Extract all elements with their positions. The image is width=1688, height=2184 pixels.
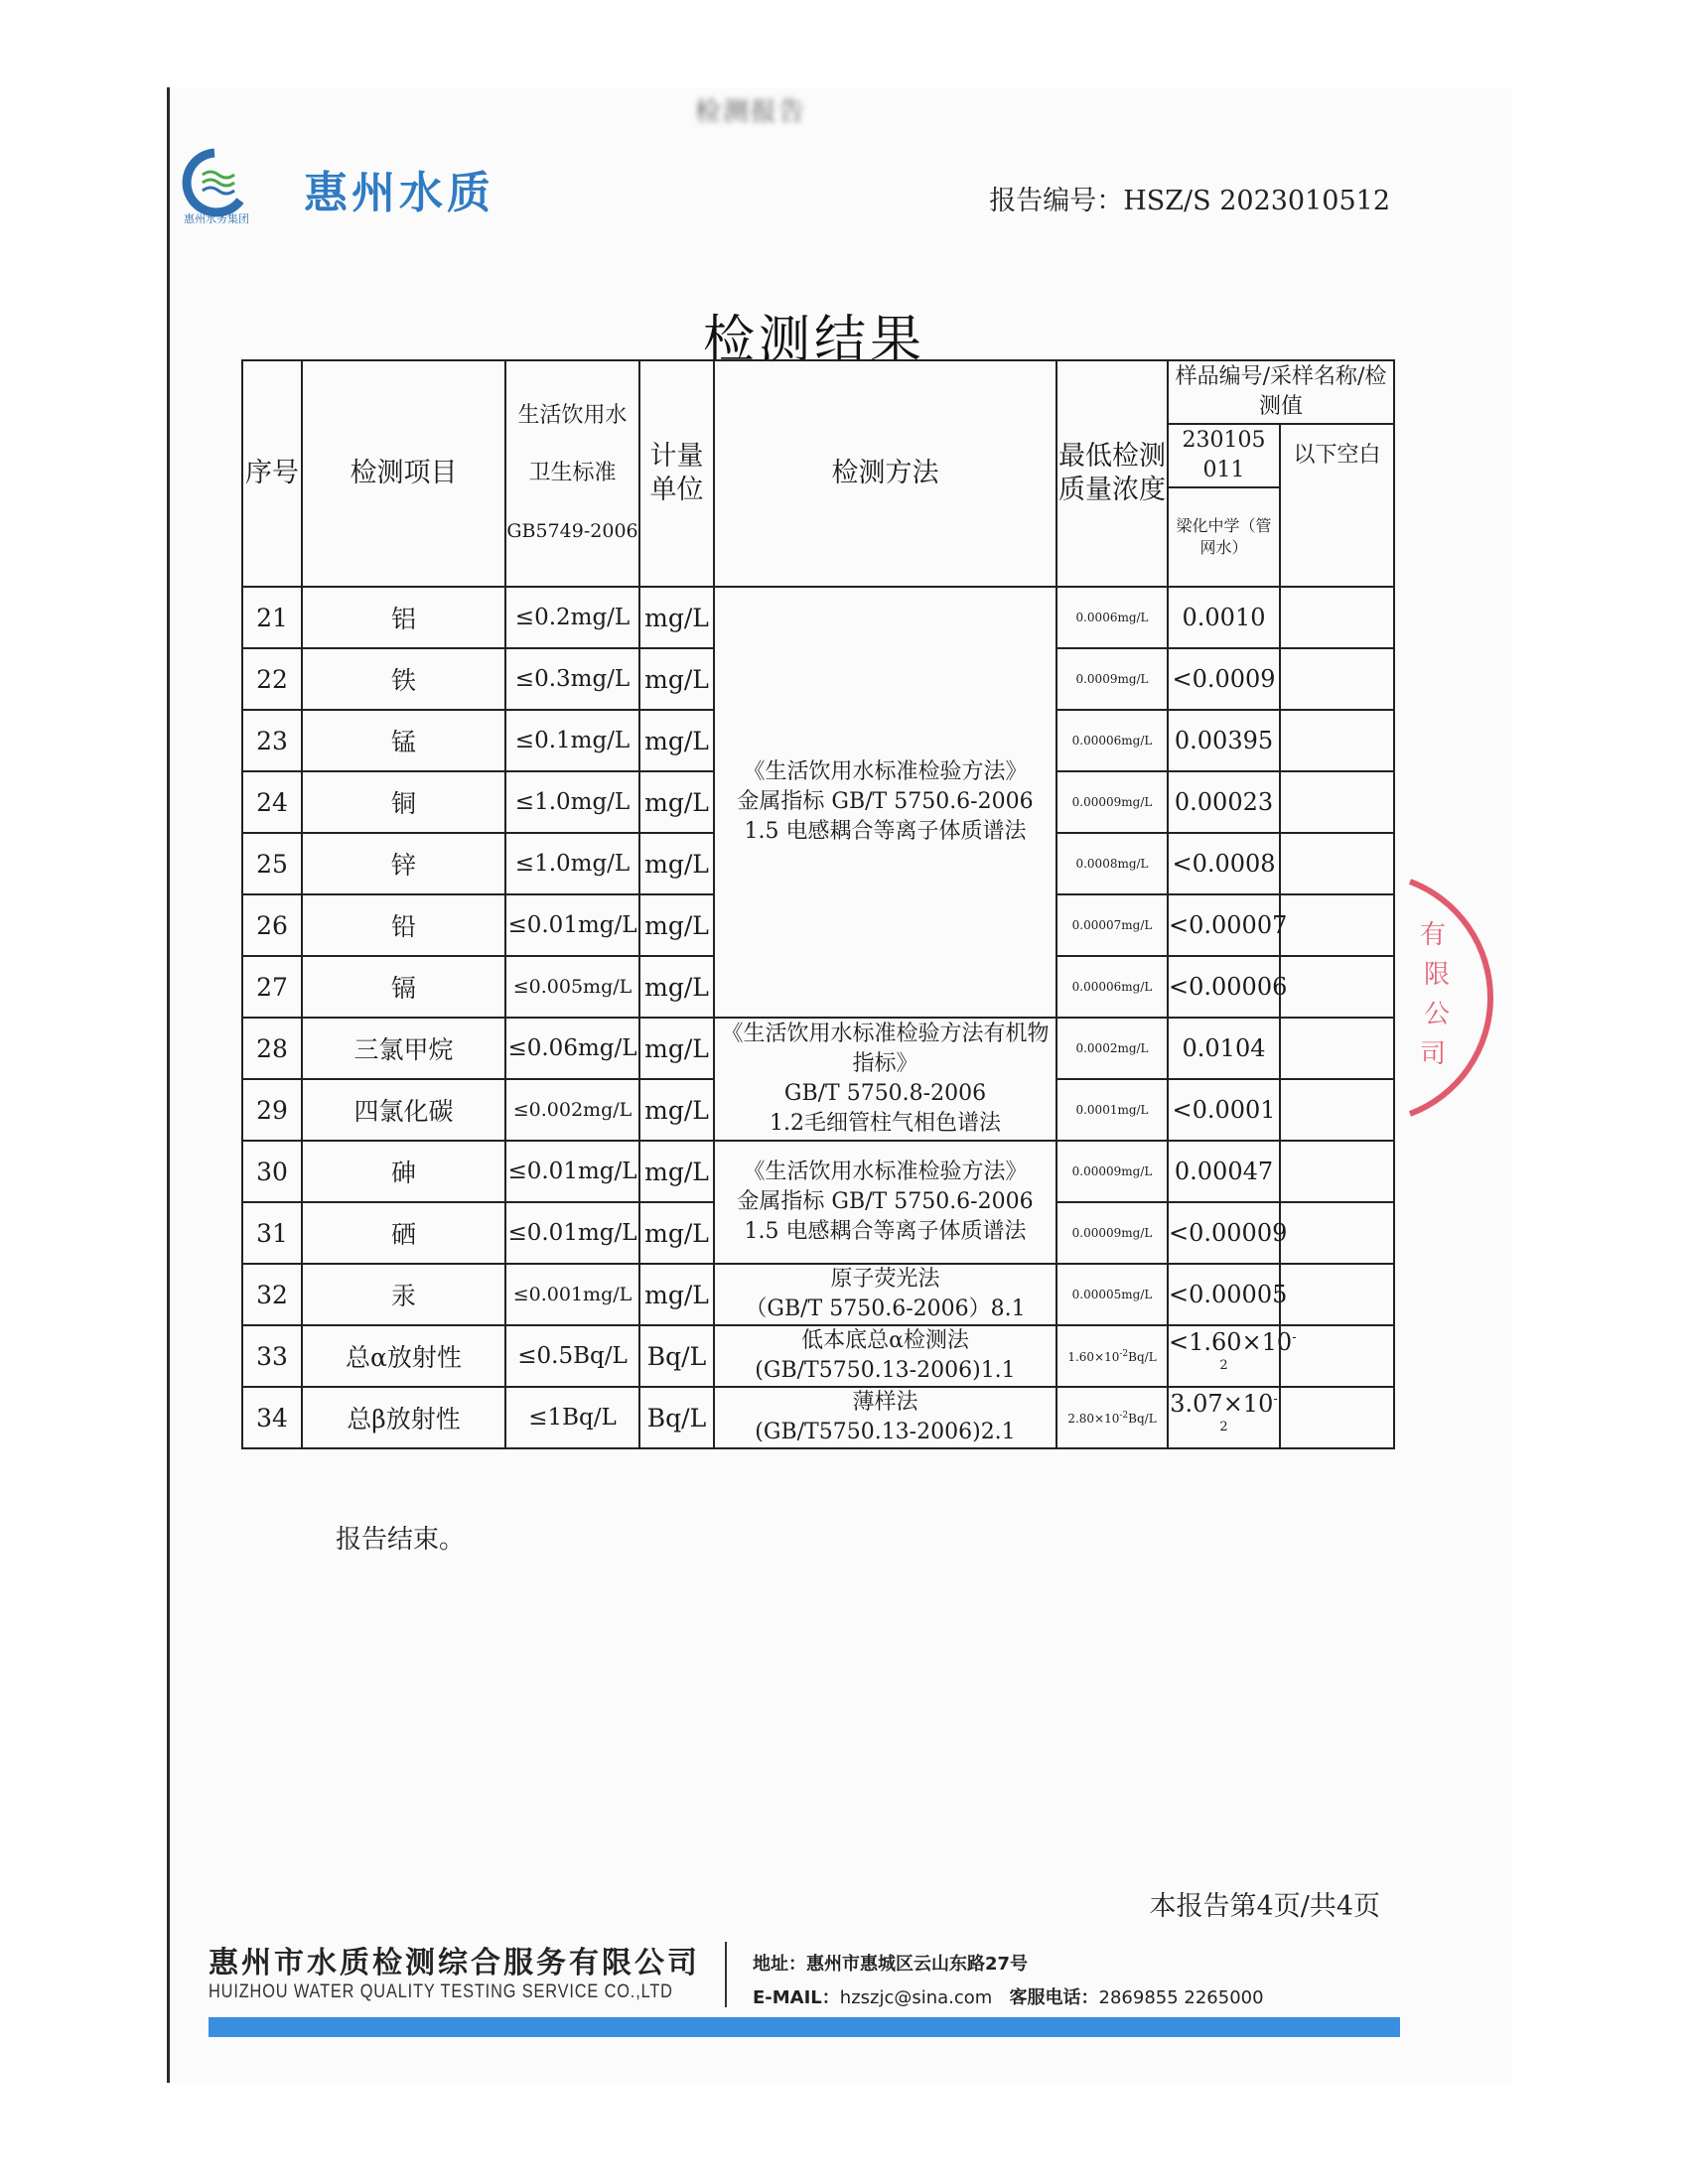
cell-value: 0.0010 [1168,587,1280,648]
mdl-unit: Bq/L [1128,1349,1157,1364]
header-min-detect: 最低检测质量浓度 [1056,360,1168,587]
cell-limit: ≤1.0mg/L [505,771,639,833]
cell-unit: Bq/L [639,1387,714,1448]
table-row [242,1264,1394,1325]
header-standard-line: 卫生标准 [528,461,617,485]
cell-value [1168,1387,1280,1448]
cell-blank [1280,1264,1394,1325]
footer-bar [209,2017,1400,2037]
cell-mdl: 0.0009mg/L [1056,648,1168,710]
header-blank: 以下空白 [1280,424,1394,587]
cell-unit: mg/L [639,956,714,1018]
cell-blank [1280,1387,1394,1448]
cell-item: 锰 [302,710,505,771]
cell-limit: ≤0.3mg/L [505,648,639,710]
email-label: E-MAIL： [753,1987,840,2008]
method-line: 《生活饮用水标准检验方法》 [743,759,1028,784]
cell-limit: ≤0.01mg/L [505,894,639,956]
header-item: 检测项目 [302,360,505,587]
footer-company-cn: 惠州市水质检测综合服务有限公司 [209,1946,700,1980]
cell-item: 镉 [302,956,505,1018]
svg-text:有: 有 [1420,920,1447,950]
cell-unit: mg/L [639,1141,714,1202]
header-standard [505,360,639,587]
cell-blank [1280,1325,1394,1387]
cell-limit: ≤0.5Bq/L [505,1325,639,1387]
cell-value: <0.0001 [1168,1079,1280,1141]
cell-seq: 24 [242,771,302,833]
cell-mdl: 0.00006mg/L [1056,956,1168,1018]
cell-item: 铝 [302,587,505,648]
cell-blank [1280,710,1394,771]
cell-mdl: 0.00009mg/L [1056,771,1168,833]
cell-value [1168,1325,1297,1387]
table-row [242,1141,1394,1202]
cell-unit: mg/L [639,1202,714,1264]
mdl-exp: -2 [1119,1410,1129,1421]
footer-contact [753,1983,1264,2009]
cell-value: <0.00005 [1168,1264,1280,1325]
method-line: GB/T 5750.8-2006 [783,1081,987,1106]
cell-limit: ≤1Bq/L [505,1387,639,1448]
page-title: 检测结果 [702,311,925,370]
cell-limit: ≤0.01mg/L [505,1141,639,1202]
footer-address: 地址：惠州市惠城区云山东路27号 [753,1954,1029,1975]
cell-seq: 32 [242,1264,302,1325]
page-number: 本报告第4页/共4页 [1149,1891,1380,1922]
table-row [242,1387,1394,1448]
method-line: 薄样法 [852,1390,918,1415]
cell-value: 0.00047 [1168,1141,1280,1202]
table-row [242,1325,1394,1387]
cell-blank [1280,1018,1394,1079]
cell-value: <0.00009 [1168,1202,1280,1264]
cell-limit: ≤0.1mg/L [505,710,639,771]
cell-limit: ≤0.2mg/L [505,587,639,648]
cell-blank [1280,956,1394,1018]
cell-item: 锌 [302,833,505,894]
method-line: （GB/T 5750.6-2006）8.1 [745,1297,1026,1321]
email-value: hzszjc@sina.com [839,1987,993,2008]
header-method: 检测方法 [714,360,1056,587]
cell-method [714,1325,1056,1387]
results-table [241,359,1395,1449]
method-line: 《生活饮用水标准检验方法》 [743,1160,1028,1184]
cell-item: 总β放射性 [302,1387,505,1448]
cell-unit: mg/L [639,1079,714,1141]
cell-mdl: 0.00009mg/L [1056,1202,1168,1264]
cell-item: 四氯化碳 [302,1079,505,1141]
table-row [242,587,1394,648]
cell-seq: 25 [242,833,302,894]
value-base: <1.60×10 [1169,1328,1293,1356]
cell-mdl: 0.00005mg/L [1056,1264,1168,1325]
phone-value: 2869855 2265000 [1098,1987,1264,2008]
cell-limit: ≤0.005mg/L [505,956,639,1018]
cell-value: 0.0104 [1168,1018,1280,1079]
cell-unit: mg/L [639,833,714,894]
mdl-exp: -2 [1119,1348,1129,1359]
header-seq: 序号 [242,360,302,587]
cell-unit: mg/L [639,771,714,833]
cell-value: <0.0009 [1168,648,1280,710]
cell-item: 硒 [302,1202,505,1264]
logo-caption: 惠州水务集团 [184,212,249,225]
header-standard-line: GB5749-2006 [506,520,638,542]
value-exp: -2 [1219,1330,1297,1373]
cell-method [714,587,1056,1018]
cell-blank [1280,1079,1394,1141]
footer-divider [725,1942,727,2007]
svg-text:司: 司 [1420,1039,1447,1069]
header-sample-name: 梁化中学（管网水） [1168,487,1280,587]
cell-mdl: 0.0008mg/L [1056,833,1168,894]
cell-item: 总α放射性 [302,1325,505,1387]
cell-item: 铜 [302,771,505,833]
method-line: 低本底总α检测法 [801,1328,969,1353]
cell-seq: 23 [242,710,302,771]
footer-company-en: HUIZHOU WATER QUALITY TESTING SERVICE CO.,LTD [209,1981,673,2002]
cell-limit: ≤0.06mg/L [505,1018,639,1079]
cell-unit: Bq/L [639,1325,714,1387]
cell-mdl: 0.00007mg/L [1056,894,1168,956]
cell-unit: mg/L [639,1018,714,1079]
cell-seq: 30 [242,1141,302,1202]
cell-method [714,1018,1056,1141]
value-base: 3.07×10 [1170,1390,1274,1418]
cell-mdl [1056,1387,1168,1448]
cell-item: 铅 [302,894,505,956]
cell-value: 0.00395 [1168,710,1280,771]
header-sample-group: 样品编号/采样名称/检测值 [1168,360,1394,424]
method-line: 金属指标 GB/T 5750.6-2006 [737,789,1034,814]
svg-text:限: 限 [1424,960,1451,990]
method-line: (GB/T5750.13-2006)1.1 [755,1358,1016,1383]
cell-seq: 26 [242,894,302,956]
cell-seq: 22 [242,648,302,710]
cell-blank [1280,894,1394,956]
cell-blank [1280,1202,1394,1264]
cell-mdl: 0.00006mg/L [1056,710,1168,771]
method-line: 1.5 电感耦合等离子体质谱法 [744,819,1027,844]
report-number: 报告编号：HSZ/S 2023010512 [989,186,1390,216]
mdl-base: 1.60×10 [1067,1349,1120,1364]
cell-seq: 34 [242,1387,302,1448]
cell-mdl [1056,1325,1168,1387]
cell-blank [1280,771,1394,833]
header-sample-id: 230105 011 [1168,424,1280,487]
cell-blank [1280,648,1394,710]
cell-item: 铁 [302,648,505,710]
mdl-unit: Bq/L [1128,1411,1157,1426]
cell-limit: ≤0.002mg/L [505,1079,639,1141]
cell-blank [1280,1141,1394,1202]
cell-value: <0.0008 [1168,833,1280,894]
cell-limit: ≤0.001mg/L [505,1264,639,1325]
cell-blank [1280,587,1394,648]
cell-unit: mg/L [639,587,714,648]
method-line: 金属指标 GB/T 5750.6-2006 [737,1189,1034,1214]
method-line: 《生活饮用水标准检验方法有机物指标》 [721,1022,1050,1076]
cell-unit: mg/L [639,1264,714,1325]
cell-item: 三氯甲烷 [302,1018,505,1079]
cell-method [714,1141,1056,1264]
cell-seq: 29 [242,1079,302,1141]
cell-value: <0.00007 [1168,894,1280,956]
cell-mdl: 0.0001mg/L [1056,1079,1168,1141]
cell-limit: ≤1.0mg/L [505,833,639,894]
cell-limit: ≤0.01mg/L [505,1202,639,1264]
cell-seq: 21 [242,587,302,648]
method-line: (GB/T5750.13-2006)2.1 [755,1420,1016,1444]
method-line: 1.2毛细管柱气相色谱法 [770,1111,1001,1136]
blurred-header-text: 检测报告 [695,97,807,127]
mdl-base: 2.80×10 [1067,1411,1120,1426]
cell-mdl: 0.0002mg/L [1056,1018,1168,1079]
method-line: 1.5 电感耦合等离子体质谱法 [744,1219,1027,1244]
method-line: 原子荧光法 [830,1267,940,1292]
header-unit: 计量单位 [639,360,714,587]
cell-method [714,1264,1056,1325]
cell-seq: 28 [242,1018,302,1079]
cell-unit: mg/L [639,894,714,956]
cell-mdl: 0.0006mg/L [1056,587,1168,648]
cell-seq: 33 [242,1325,302,1387]
cell-item: 砷 [302,1141,505,1202]
value-exp: -2 [1219,1392,1278,1434]
cell-method [714,1387,1056,1448]
red-stamp-icon [1390,874,1509,1122]
cell-value: 0.00023 [1168,771,1280,833]
cell-unit: mg/L [639,648,714,710]
cell-unit: mg/L [639,710,714,771]
header-standard-line: 生活饮用水 [517,403,628,428]
cell-blank [1280,833,1394,894]
table-row [242,1018,1394,1079]
svg-text:公: 公 [1424,1000,1451,1029]
cell-seq: 27 [242,956,302,1018]
phone-label: 客服电话： [1009,1987,1099,2008]
brand-name: 惠州水质 [304,168,494,218]
cell-mdl: 0.00009mg/L [1056,1141,1168,1202]
report-end-note: 报告结束。 [336,1525,466,1555]
cell-seq: 31 [242,1202,302,1264]
cell-value: <0.00006 [1168,956,1280,1018]
cell-item: 汞 [302,1264,505,1325]
